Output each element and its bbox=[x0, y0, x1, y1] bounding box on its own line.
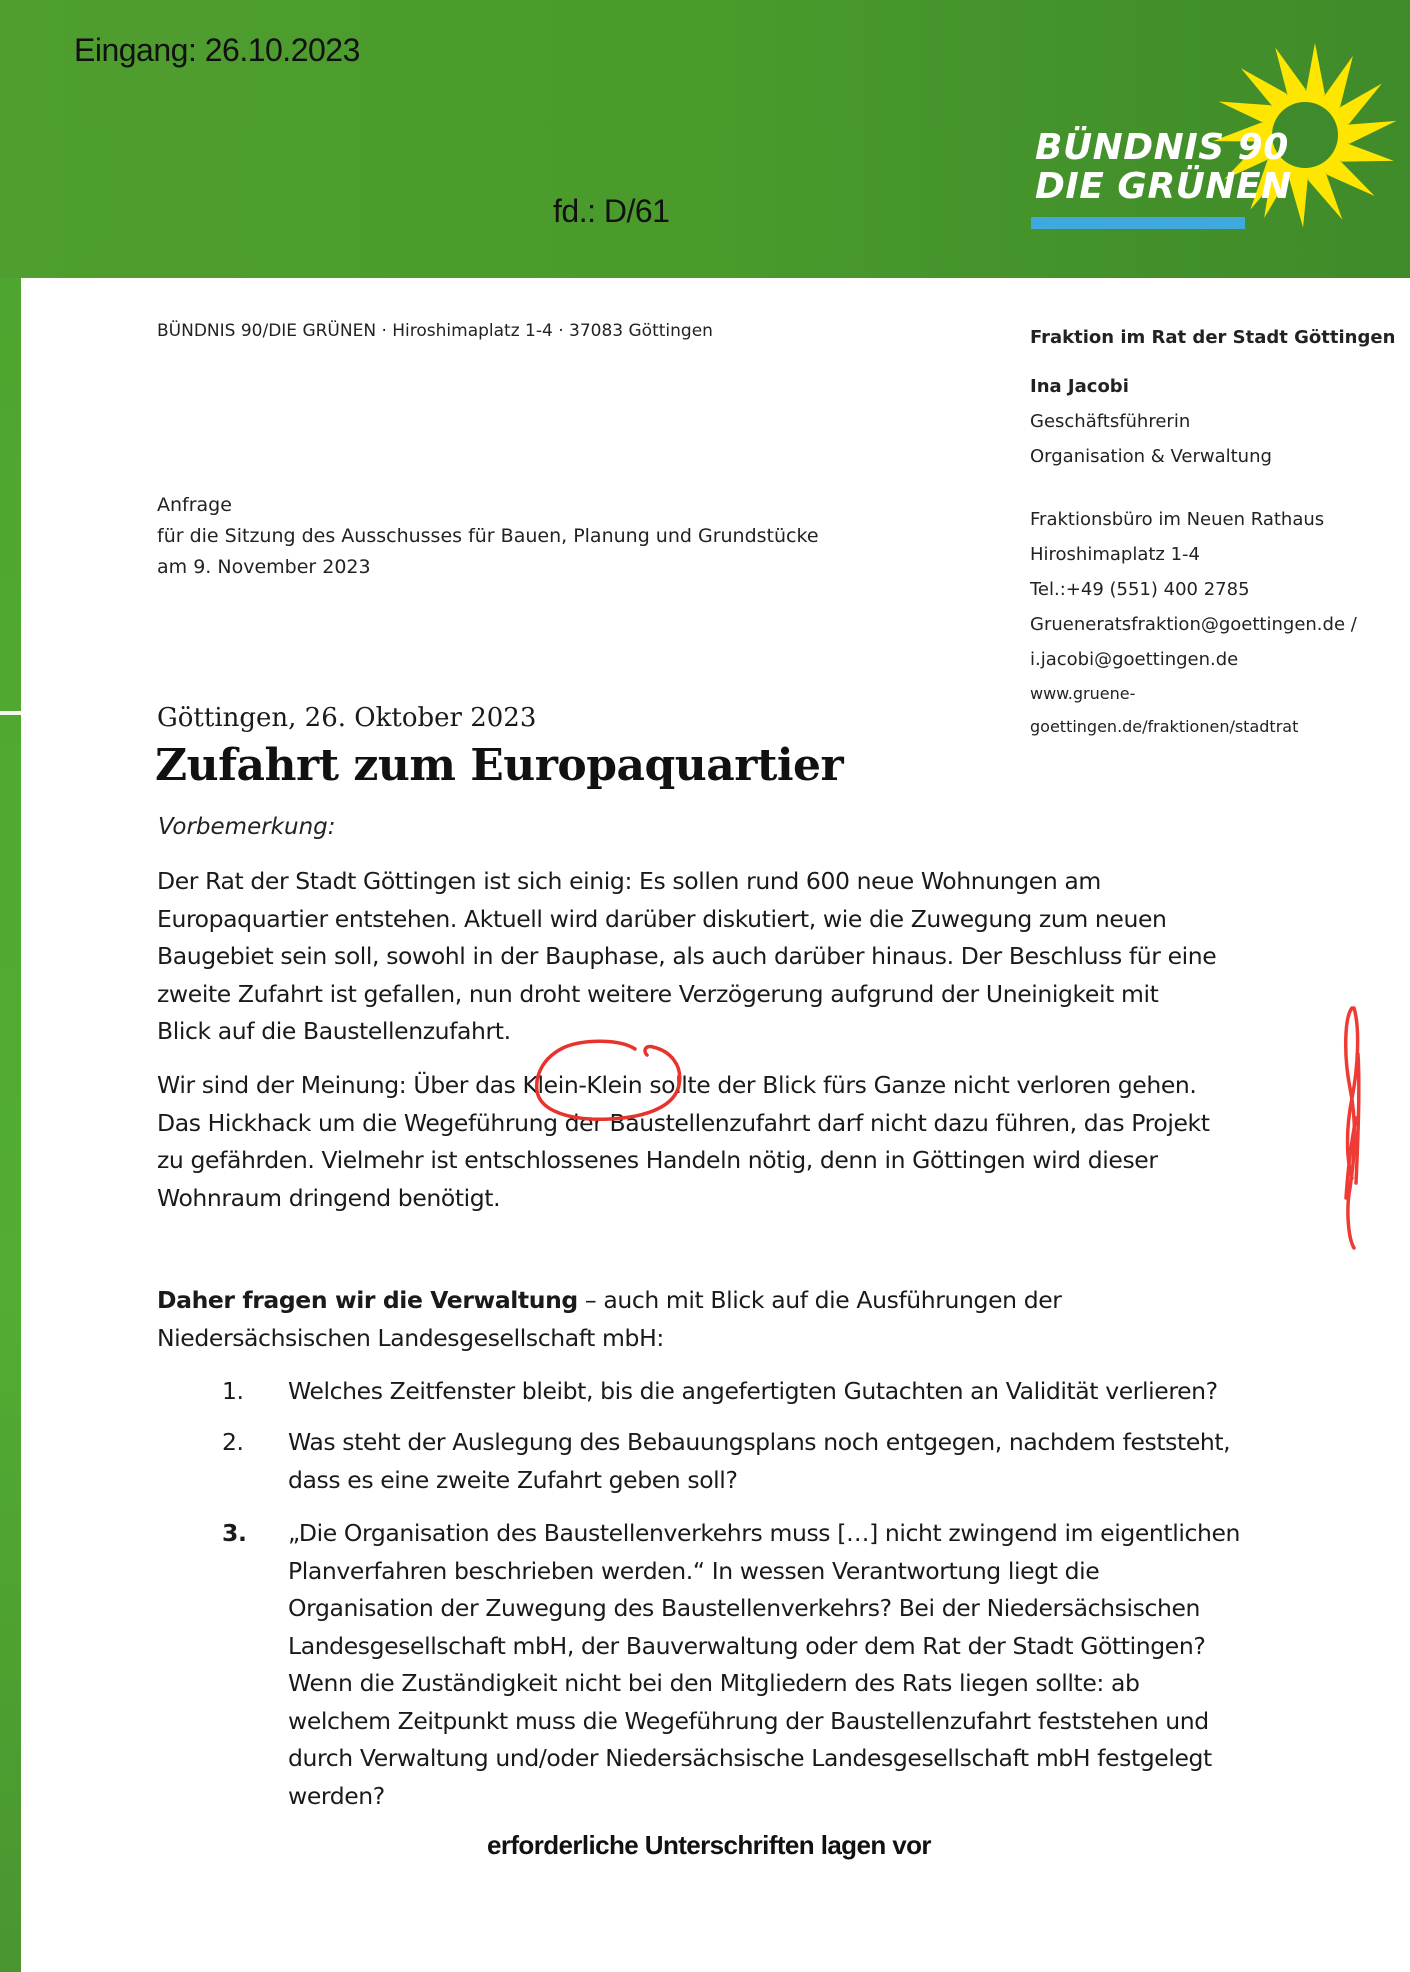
contact-name: Ina Jacobi bbox=[1030, 376, 1129, 397]
received-stamp: Eingang: 26.10.2023 bbox=[74, 32, 360, 68]
question-number: 2. bbox=[222, 1428, 244, 1456]
paragraph-line: Der Rat der Stadt Göttingen ist sich einig: Es sollen rund 600 neue Wohnungen am bbox=[157, 867, 1101, 895]
contact-email-personal[interactable]: i.jacobi@goettingen.de bbox=[1030, 649, 1239, 670]
logo-line-2: DIE GRÜNEN bbox=[1035, 166, 1292, 207]
question-line: Planverfahren beschrieben werden.“ In wessen Verantwortung liegt die bbox=[288, 1556, 1100, 1585]
question-line: welchem Zeitpunkt muss die Wegeführung der Baustellenzufahrt feststehen und bbox=[288, 1706, 1209, 1735]
question-text bbox=[288, 1424, 1230, 1499]
inquiry-committee: für die Sitzung des Ausschusses für Bauen, Planung und Grundstücke bbox=[157, 525, 819, 547]
logo-underline-bar bbox=[1031, 217, 1245, 229]
inquiry-type: Anfrage bbox=[157, 494, 232, 516]
question-line: dass es eine zweite Zufahrt geben soll? bbox=[288, 1465, 738, 1494]
sender-address-line: BÜNDNIS 90/DIE GRÜNEN · Hiroshimaplatz 1-4 · 37083 Göttingen bbox=[157, 321, 713, 341]
letter-sheet bbox=[21, 278, 1410, 1972]
question-line: „Die Organisation des Baustellenverkehrs muss […] nicht zwingend im eigentlichen bbox=[288, 1519, 1241, 1547]
contact-block bbox=[1030, 320, 1395, 743]
paragraph-line: Wohnraum dringend benötigt. bbox=[157, 1183, 501, 1212]
inquiry-date: am 9. November 2023 bbox=[157, 556, 371, 578]
logo-line-1: BÜNDNIS 90 bbox=[1035, 127, 1289, 168]
file-reference-stamp: fd.: D/61 bbox=[553, 193, 670, 229]
question-number: 1. bbox=[222, 1377, 244, 1405]
paragraph-line: zu gefährden. Vielmehr ist entschlossenes Handeln nötig, denn in Göttingen wird dieser bbox=[157, 1146, 1158, 1174]
contact-website-1[interactable]: www.gruene- bbox=[1030, 684, 1136, 703]
paragraph-opinion bbox=[157, 1067, 1210, 1217]
signatures-note-stamp: erforderliche Unterschriften lagen vor bbox=[487, 1830, 931, 1860]
inquiry-header bbox=[157, 490, 819, 583]
paragraph-line: Das Hickhack um die Wegeführung der Baustellenzufahrt darf nicht dazu führen, das Projekt bbox=[157, 1108, 1210, 1137]
faction-name: Fraktion im Rat der Stadt Göttingen bbox=[1030, 327, 1396, 348]
preface-label: Vorbemerkung: bbox=[158, 814, 336, 840]
question-text bbox=[288, 1515, 1240, 1815]
document-title: Zufahrt zum Europaquartier bbox=[155, 740, 844, 791]
paragraph-line: Blick auf die Baustellenzufahrt. bbox=[157, 1017, 511, 1045]
contact-department: Organisation & Verwaltung bbox=[1030, 446, 1272, 467]
contact-phone: Tel.:+49 (551) 400 2785 bbox=[1030, 579, 1250, 600]
paragraph-line: Wir sind der Meinung: Über das Klein-Klein sollte der Blick fürs Ganze nicht verloren gehen. bbox=[157, 1071, 1197, 1099]
question-line: Organisation der Zuwegung des Baustellenverkehrs? Bei der Niedersächsischen bbox=[288, 1594, 1201, 1622]
contact-street: Hiroshimaplatz 1-4 bbox=[1030, 544, 1200, 565]
paragraph-line: zweite Zufahrt ist gefallen, nun droht weitere Verzögerung aufgrund der Uneinigkeit mit bbox=[157, 979, 1159, 1008]
paragraph-intro bbox=[157, 863, 1216, 1051]
question-intro-rest: – auch mit Blick auf die Ausführungen der bbox=[577, 1286, 1062, 1314]
question-number: 3. bbox=[222, 1519, 247, 1547]
paragraph-question-intro bbox=[157, 1282, 1062, 1357]
party-logo-wordmark bbox=[1035, 128, 1292, 206]
place-and-date: Göttingen, 26. Oktober 2023 bbox=[157, 703, 537, 733]
paragraph-line: Baugebiet sein soll, sowohl in der Bauphase, als auch darüber hinaus. Der Beschluss für eine bbox=[157, 942, 1217, 970]
paragraph-line bbox=[157, 1282, 1062, 1320]
question-line: Landesgesellschaft mbH, der Bauverwaltung oder dem Rat der Stadt Göttingen? bbox=[288, 1631, 1206, 1660]
fold-mark bbox=[0, 711, 21, 715]
contact-email-faction[interactable]: Grueneratsfraktion@goettingen.de / bbox=[1030, 614, 1357, 635]
paragraph-line: Europaquartier entstehen. Aktuell wird darüber diskutiert, wie die Zuwegung zum neuen bbox=[157, 904, 1167, 933]
question-line: Was steht der Auslegung des Bebauungsplans noch entgegen, nachdem feststeht, bbox=[288, 1428, 1231, 1456]
paragraph-line: Niedersächsischen Landesgesellschaft mbH: bbox=[157, 1323, 664, 1352]
left-green-strip bbox=[0, 278, 21, 1972]
question-line: durch Verwaltung und/oder Niedersächsische Landesgesellschaft mbH festgelegt bbox=[288, 1744, 1212, 1772]
contact-office: Fraktionsbüro im Neuen Rathaus bbox=[1030, 509, 1325, 530]
question-text bbox=[288, 1373, 1218, 1411]
question-line: Welches Zeitfenster bleibt, bis die angefertigten Gutachten an Validität verlieren? bbox=[288, 1377, 1218, 1405]
contact-website-2[interactable]: goettingen.de/fraktionen/stadtrat bbox=[1030, 717, 1299, 736]
question-line: werden? bbox=[288, 1781, 385, 1810]
contact-role: Geschäftsführerin bbox=[1030, 411, 1191, 432]
question-intro-bold: Daher fragen wir die Verwaltung bbox=[157, 1286, 578, 1314]
question-line: Wenn die Zuständigkeit nicht bei den Mitgliedern des Rats liegen sollte: ab bbox=[288, 1669, 1140, 1697]
